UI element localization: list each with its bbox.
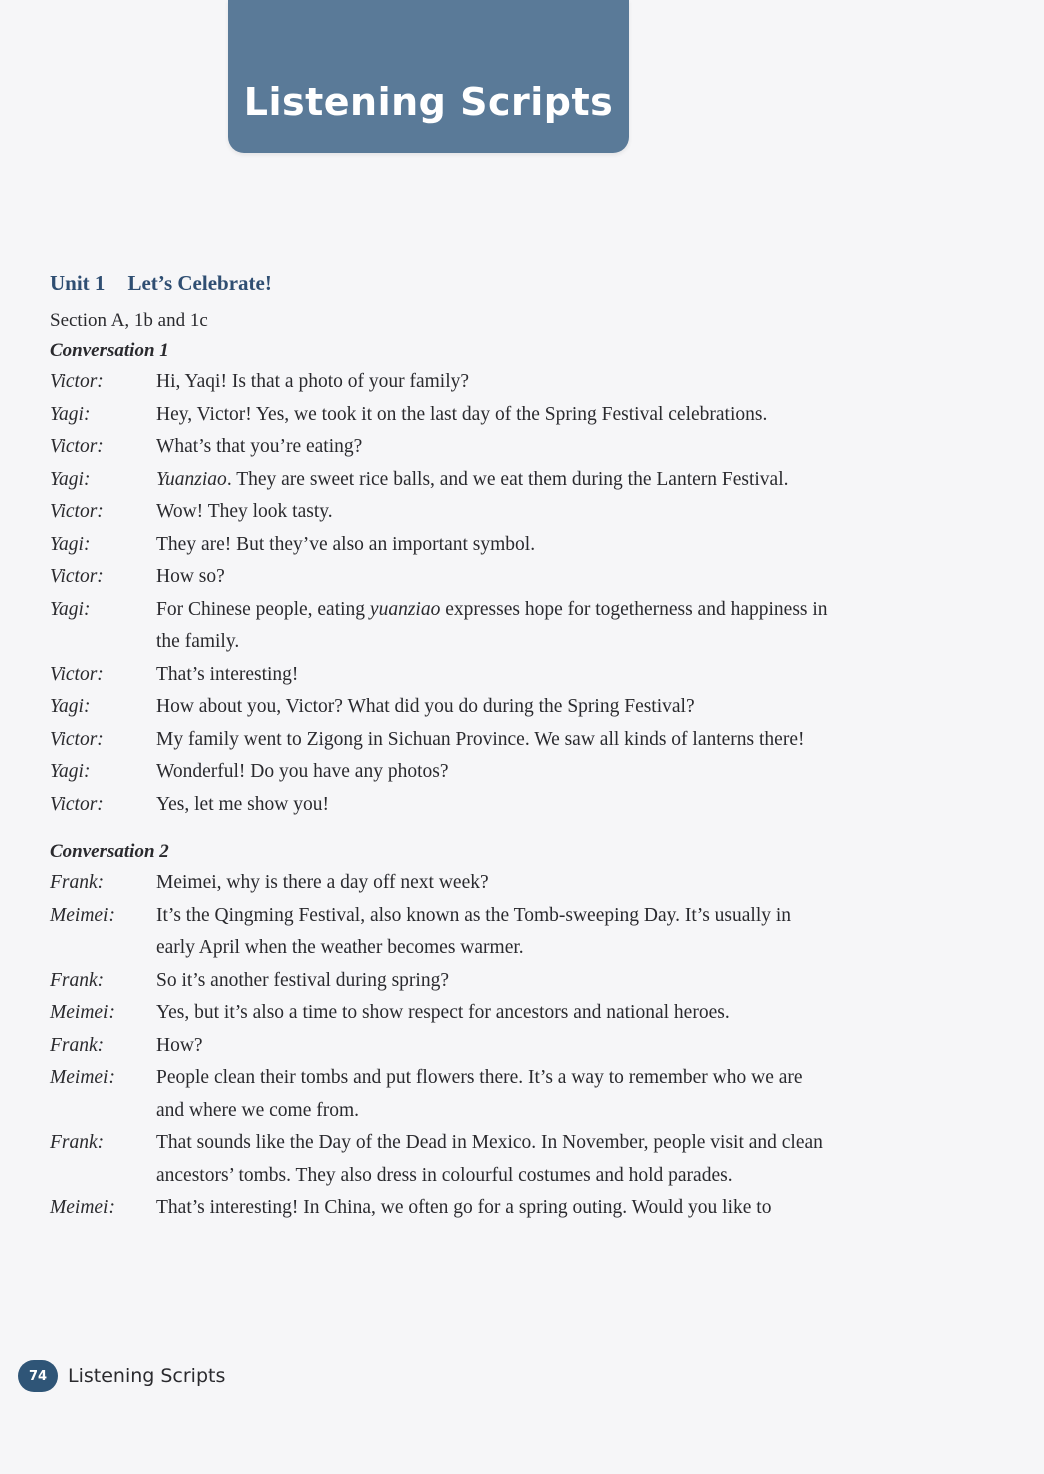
speech-body: How about you, Victor? What did you do during the Spring Festival? [156,696,695,717]
speech-text [156,997,830,1030]
speech-body: Wonderful! Do you have any photos? [156,761,449,782]
speech-body: Yes, let me show you! [156,793,329,815]
page-number-badge: 74 [18,1360,58,1392]
speech-text [156,756,830,789]
dialogue-line [50,1030,830,1063]
conversation-2 [50,867,830,1225]
speech-body: People clean their tombs and put flowers there. It’s a way to remember who we are and where we come from. [156,1067,803,1121]
dialogue-line [50,594,830,659]
page-footer [18,1360,225,1392]
page-title: Listening Scripts [243,80,614,124]
speaker-name: Yagi: [50,468,91,490]
dialogue-line [50,756,830,789]
speech-text [156,496,830,529]
speaker-name: Yagi: [50,696,91,717]
conversation-1 [50,366,830,821]
speech-text [156,1192,830,1225]
dialogue-line [50,431,830,464]
speaker-name: Meimei: [50,904,115,926]
dialogue-line [50,900,830,965]
speaker-name: Meimei: [50,1197,115,1218]
conversation-1-title: Conversation 1 [50,340,169,361]
speech-body: Meimei, why is there a day off next week? [156,872,489,893]
speech-emphasis: yuanziao [369,598,441,620]
speaker-name: Meimei: [50,1002,115,1023]
footer-label: Listening Scripts [68,1365,226,1387]
speaker-name: Victor: [50,371,104,392]
dialogue-line [50,997,830,1030]
speech-text [156,965,830,998]
dialogue-line [50,867,830,900]
script-content [50,268,830,1225]
speech-text [156,464,830,497]
speaker-name: Victor: [50,728,104,750]
speech-text [156,1127,830,1192]
speaker-name: Victor: [50,436,104,457]
speaker-name: Victor: [50,793,104,815]
dialogue-line [50,1062,830,1127]
speech-text [156,724,830,757]
speech-emphasis: Yuanziao [156,468,227,490]
speech-text [156,691,830,724]
unit-number: Unit 1 [50,271,106,295]
speech-body: They are! But they’ve also an important symbol. [156,533,536,555]
dialogue-line [50,496,830,529]
speech-text [156,659,830,692]
speech-body: That’s interesting! [156,663,299,685]
speech-body: It’s the Qingming Festival, also known as the Tomb-sweeping Day. It’s usually in early April when the weather becomes warmer. [156,904,792,958]
dialogue-line [50,965,830,998]
dialogue-line [50,724,830,757]
speaker-name: Yagi: [50,533,91,555]
title-tab [228,0,629,153]
speaker-name: Frank: [50,1034,105,1056]
speaker-name: Victor: [50,566,104,587]
dialogue-line [50,1127,830,1192]
speech-body: So it’s another festival during spring? [156,969,449,991]
speaker-name: Meimei: [50,1067,115,1088]
speaker-name: Yagi: [50,761,91,782]
speaker-name: Frank: [50,1132,105,1153]
speech-body: expresses hope for togetherness and happiness in the family. [156,598,828,652]
speech-body: Hey, Victor! Yes, we took it on the last day of the Spring Festival celebrations. [156,403,768,425]
dialogue-line [50,691,830,724]
speaker-name: Victor: [50,501,104,522]
dialogue-line [50,529,830,562]
speech-text [156,1062,830,1127]
speech-body: That sounds like the Day of the Dead in Mexico. In November, people visit and clean ancestors’ tombs. They also dress in colourful costumes and hold parades. [156,1132,823,1186]
dialogue-line [50,1192,830,1225]
speaker-name: Yagi: [50,598,91,620]
dialogue-line [50,399,830,432]
speech-body: Yes, but it’s also a time to show respect for ancestors and national heroes. [156,1002,730,1023]
speaker-name: Victor: [50,663,104,685]
conversation-2-title: Conversation 2 [50,841,169,862]
speech-body: How? [156,1034,203,1056]
section-label: Section A, 1b and 1c [50,310,208,331]
speech-body: That’s interesting! In China, we often go for a spring outing. Would you like to [156,1197,772,1218]
speech-text [156,399,830,432]
speech-body: . They are sweet rice balls, and we eat them during the Lantern Festival. [226,468,789,490]
unit-heading [50,268,830,298]
speech-text [156,561,830,594]
speaker-name: Frank: [50,969,105,991]
speech-text [156,529,830,562]
speech-body: Hi, Yaqi! Is that a photo of your family? [156,371,470,392]
speaker-name: Yagi: [50,403,91,425]
dialogue-line [50,659,830,692]
dialogue-line [50,789,830,822]
dialogue-line [50,366,830,399]
speech-text [156,1030,830,1063]
speech-body: What’s that you’re eating? [156,436,363,457]
speech-pre: For Chinese people, eating [156,598,370,620]
speech-body: My family went to Zigong in Sichuan Province. We saw all kinds of lanterns there! [156,728,805,750]
speaker-name: Frank: [50,872,105,893]
speech-text [156,594,830,659]
speech-text [156,789,830,822]
speech-text [156,366,830,399]
speech-body: Wow! They look tasty. [156,501,333,522]
speech-text [156,431,830,464]
dialogue-line [50,464,830,497]
unit-title: Let’s Celebrate! [127,271,272,295]
speech-text [156,900,830,965]
speech-text [156,867,830,900]
speech-body: How so? [156,566,225,587]
dialogue-line [50,561,830,594]
